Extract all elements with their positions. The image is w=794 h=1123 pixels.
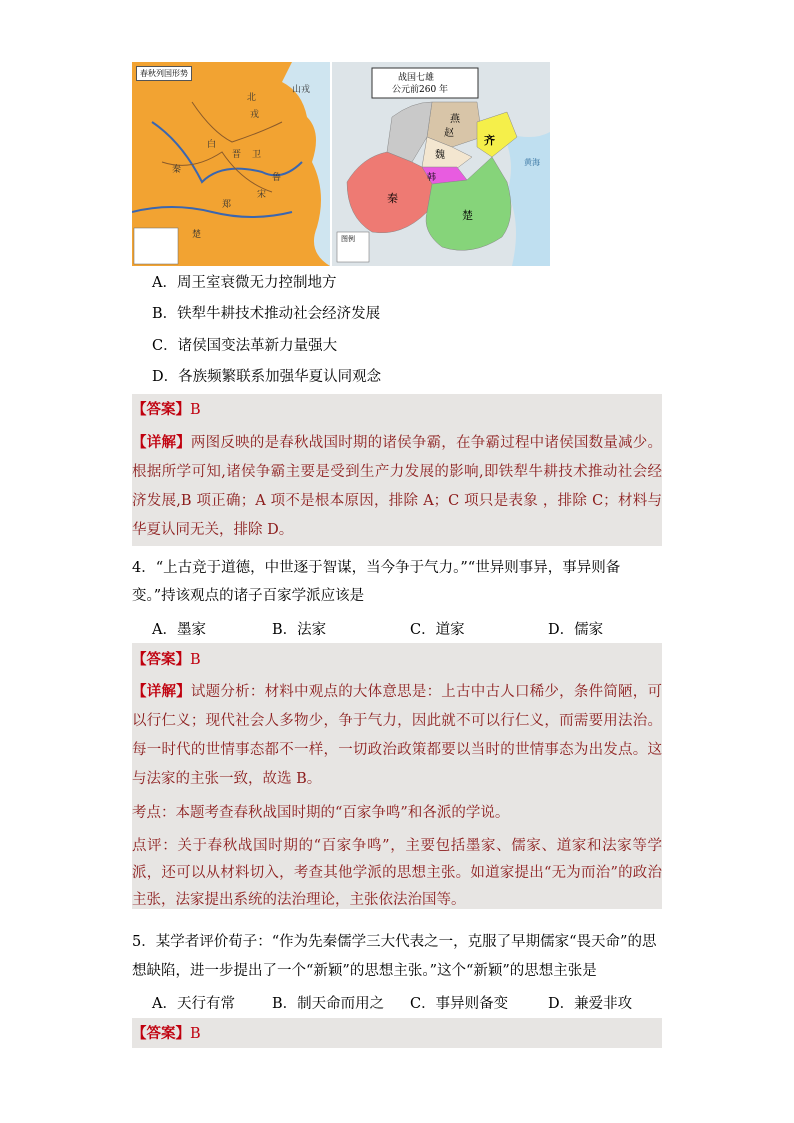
answer-value: B bbox=[190, 402, 201, 418]
state-zhao: 赵 bbox=[444, 128, 454, 139]
q4-detail bbox=[132, 677, 662, 794]
q4-answer-line bbox=[132, 646, 662, 674]
svg-text:宋: 宋 bbox=[257, 190, 267, 200]
state-qin: 秦 bbox=[387, 192, 398, 205]
map-spring-autumn-drawing bbox=[132, 62, 330, 266]
state-yan: 燕 bbox=[450, 114, 460, 125]
q5-stem: 5．某学者评价荀子：“作为先秦儒学三大代表之一，克服了早期儒家“畏天命”的思想缺陷，进一步提出了一个“新颖”的思想主张。”这个“新颖”的思想主张是 bbox=[132, 934, 657, 979]
q4-dianping: 点评：关于春秋战国时期的“百家争鸣”，主要包括墨家、儒家、道家和法家等学派，还可以从材料切入，考查其他学派的思想主张。如道家提出“无为而治”的政治主张，法家提出系统的法治理论，主张依法治国等。 bbox=[132, 838, 662, 908]
svg-text:卫: 卫 bbox=[252, 150, 262, 160]
q4-stem: 4．“上古竞于道德，中世逐于智谋，当今争于气力。”“世异则事异，事异则备变。”持该观点的诸子百家学派应该是 bbox=[132, 560, 621, 604]
q4-option-c: C．道家 bbox=[410, 622, 465, 638]
legend-title: 图例 bbox=[341, 235, 355, 243]
state-han: 韩 bbox=[427, 173, 437, 183]
map-spring-autumn bbox=[132, 62, 330, 266]
state-qi: 齐 bbox=[484, 134, 495, 147]
detail-text: 两图反映的是春秋战国时期的诸侯争霸，在争霸过程中诸侯国数量减少。根据所学可知,诸侯争霸主要是受到生产力发展的影响,即铁犁牛耕技术推动社会经济发展,B 项正确；A 项不是根本原因，排除 A；C 项只是表象 ，排除 C；材料与华夏认同无关，排除 D。 bbox=[132, 435, 663, 538]
svg-text:晋: 晋 bbox=[232, 150, 242, 160]
answer-value: B bbox=[190, 1026, 201, 1042]
map-left-title: 春秋列国形势 bbox=[136, 66, 192, 81]
svg-text:山戎: 山戎 bbox=[292, 85, 311, 95]
answer-tag: 【答案】 bbox=[132, 1025, 190, 1042]
state-chu: 楚 bbox=[462, 209, 473, 222]
svg-text:楚: 楚 bbox=[192, 230, 202, 240]
state-wei: 魏 bbox=[435, 150, 445, 161]
q5-option-a: A．天行有常 bbox=[152, 996, 235, 1012]
q5-answer-line bbox=[132, 1020, 662, 1048]
q3-option-a: A．周王室衰微无力控制地方 bbox=[152, 275, 337, 291]
map-warring-states bbox=[332, 62, 550, 266]
svg-text:鲁: 鲁 bbox=[272, 173, 282, 183]
answer-tag: 【答案】 bbox=[132, 651, 190, 668]
q4-option-b: B．法家 bbox=[272, 622, 327, 638]
q4-option-d: D．儒家 bbox=[548, 622, 604, 638]
detail-tag: 【详解】 bbox=[132, 434, 191, 451]
svg-text:北: 北 bbox=[247, 93, 257, 103]
q3-answer-line bbox=[132, 396, 662, 424]
q5-option-c: C．事异则备变 bbox=[410, 996, 509, 1012]
answer-tag: 【答案】 bbox=[132, 401, 190, 418]
map-right-title: 战国七雄 bbox=[398, 73, 435, 83]
q3-detail bbox=[132, 428, 662, 545]
detail-text: 试题分析：材料中观点的大体意思是：上古中古人口稀少，条件简陋，可以行仁义；现代社会人多物少，争于气力，因此就不可以行仁义，而需要用法治。每一时代的世情事态都不一样，一切政治政策都要以当时的世情事态为出发点。这与法家的主张一致，故选 B。 bbox=[132, 684, 663, 787]
q5-option-d: D．兼爱非攻 bbox=[548, 996, 633, 1012]
map-figures bbox=[132, 62, 550, 266]
q4-kaodian: 考点：本题考查春秋战国时期的“百家争鸣”和各派的学说。 bbox=[132, 805, 510, 821]
q3-option-d: D．各族频繁联系加强华夏认同观念 bbox=[152, 369, 382, 385]
svg-text:白: 白 bbox=[207, 140, 217, 150]
q4-option-a: A．墨家 bbox=[152, 622, 206, 638]
detail-tag: 【详解】 bbox=[132, 683, 191, 700]
q5-option-b: B．制天命而用之 bbox=[272, 996, 385, 1012]
svg-text:秦: 秦 bbox=[172, 165, 182, 175]
answer-value: B bbox=[190, 652, 201, 668]
svg-text:戎: 戎 bbox=[250, 110, 260, 120]
svg-text:郑: 郑 bbox=[222, 200, 232, 210]
q3-option-c: C．诸侯国变法革新力量强大 bbox=[152, 338, 338, 354]
sea-label: 黄海 bbox=[524, 158, 540, 167]
map-right-subtitle: 公元前260 年 bbox=[392, 85, 449, 95]
q3-option-b: B．铁犁牛耕技术推动社会经济发展 bbox=[152, 306, 381, 322]
